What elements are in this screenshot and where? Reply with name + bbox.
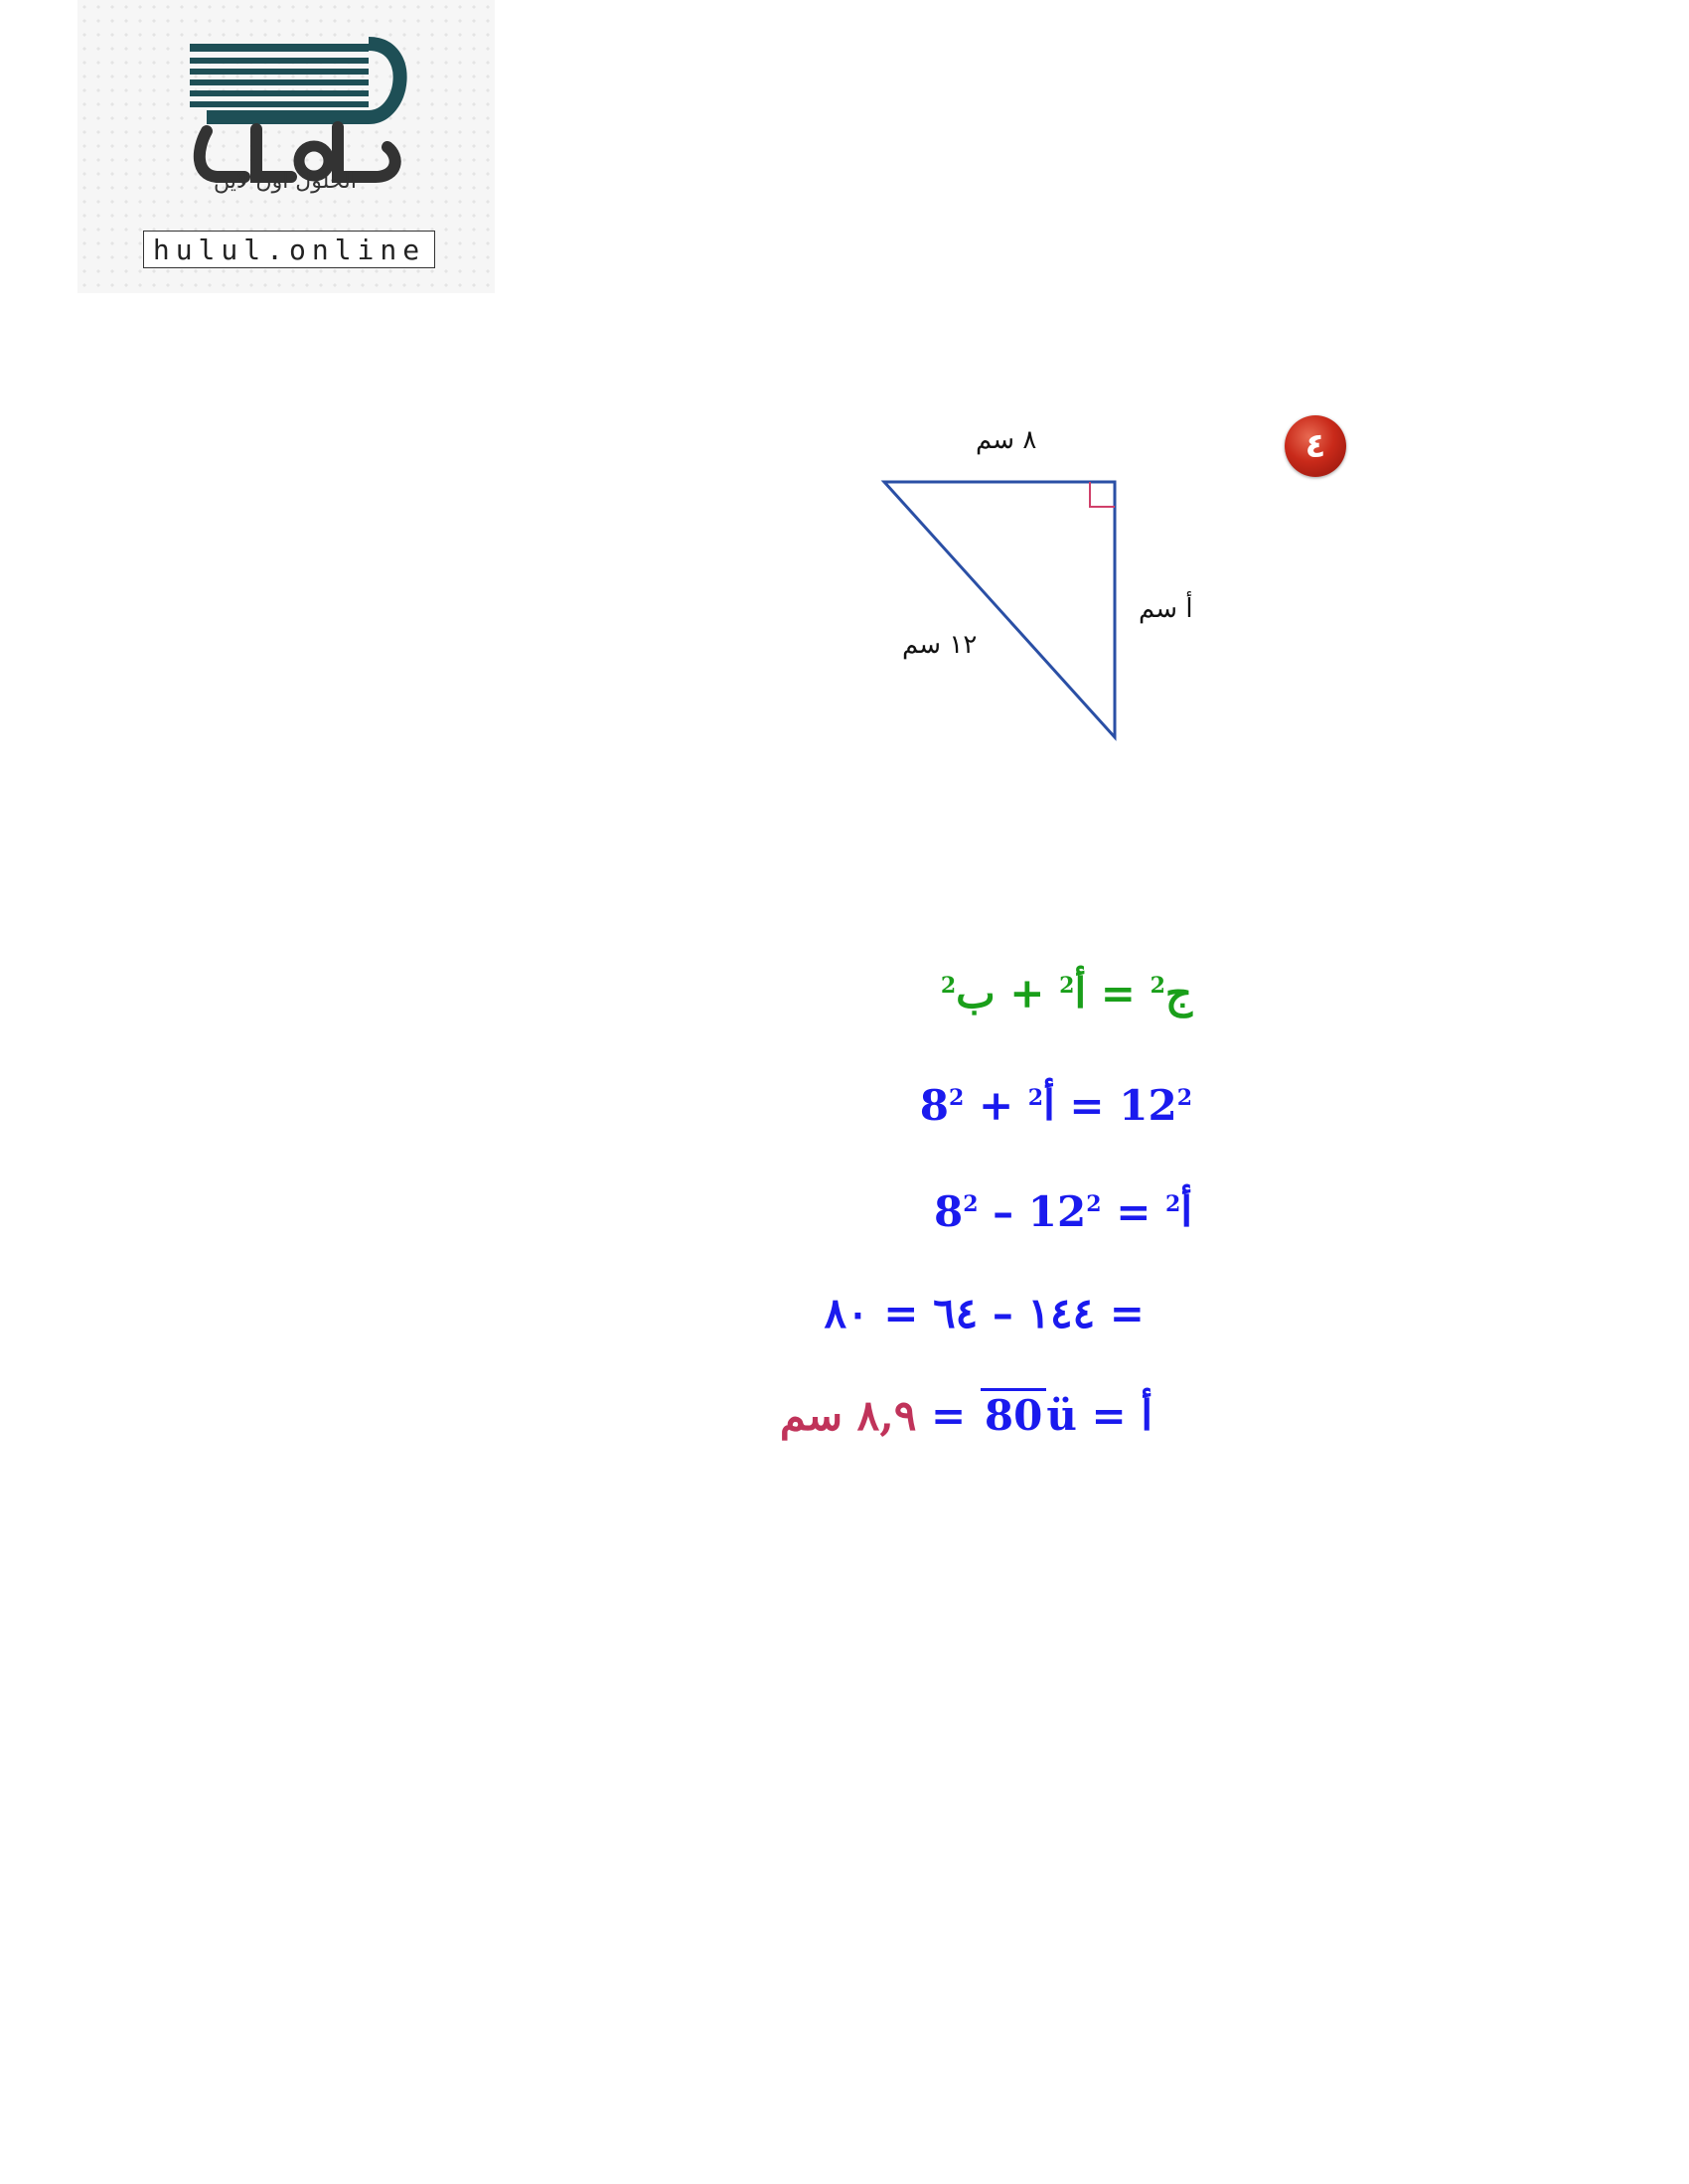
equation-isolate-a: أ$^2$ = $12^2 - 8^2$ (934, 1187, 1192, 1236)
logo-url: hulul.online (143, 231, 435, 268)
logo-subtitle: الحلول اون لاين (214, 169, 357, 194)
c-symbol: ج (1164, 969, 1192, 1017)
right-angle-marker (1090, 482, 1115, 507)
formula-pythagoras: ج$^2$ = أ$^2$ + ب$^2$ (940, 969, 1192, 1017)
hulul-logo (77, 0, 495, 293)
label-vertical-side: أ سم (1139, 594, 1193, 624)
label-top-side: ٨ سم (976, 425, 1037, 455)
final-answer: ٨,٩ سم (779, 1391, 917, 1440)
hulul-logo-mark (77, 0, 495, 229)
equation-compute: = ١٤٤ – ٦٤ = ٨٠ (824, 1289, 1145, 1337)
equation-result: أ = 80ü = ٨,٩ سم (780, 1391, 1152, 1440)
triangle-shape (884, 482, 1115, 737)
b-symbol: ب (956, 969, 996, 1017)
a-symbol: أ (1074, 969, 1087, 1017)
problem-number-badge: ٤ (1285, 415, 1346, 477)
square-root-80: 80ü (981, 1391, 1077, 1440)
label-hypotenuse: ١٢ سم (902, 630, 978, 660)
equation-substitution: $12^2$ = أ$^2$ + $8^2$ (919, 1081, 1192, 1130)
right-triangle-diagram (854, 417, 1252, 755)
